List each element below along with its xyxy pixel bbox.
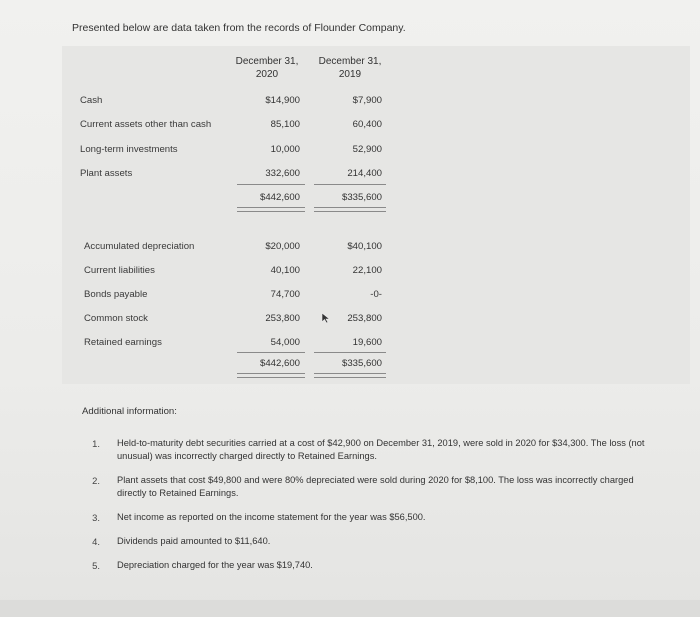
total-double-rule-2019-b — [314, 373, 386, 378]
note-number: 4. — [92, 536, 100, 547]
subtotal-rule-2020-b — [237, 352, 305, 353]
retained-earnings-2019: 19,600 — [352, 337, 382, 348]
mouse-cursor-icon — [321, 312, 331, 324]
row-label-plant-assets: Plant assets — [80, 168, 133, 179]
intro-text: Presented below are data taken from the records of Flounder Company. — [72, 22, 406, 34]
current-liabilities-2019: 22,100 — [352, 265, 382, 276]
row-label-common-stock: Common stock — [84, 313, 148, 324]
long-term-investments-2019: 52,900 — [352, 144, 382, 155]
total-assets-2020: $442,600 — [259, 192, 300, 203]
total-double-rule-2019 — [314, 207, 386, 212]
cash-2020: $14,900 — [265, 95, 300, 106]
row-label-long-term-investments: Long-term investments — [80, 144, 178, 155]
row-label-accumulated-depreciation: Accumulated depreciation — [84, 241, 195, 252]
row-label-cash: Cash — [80, 95, 103, 106]
common-stock-2020: 253,800 — [265, 313, 300, 324]
total-assets-2019: $335,600 — [341, 192, 382, 203]
bonds-payable-2020: 74,700 — [270, 289, 300, 300]
total-double-rule-2020-b — [237, 373, 305, 378]
row-label-bonds-payable: Bonds payable — [84, 289, 148, 300]
total-liabilities-2019: $335,600 — [341, 358, 382, 369]
note-text: Dividends paid amounted to $11,640. — [117, 536, 271, 546]
note-text: Held-to-maturity debt securities carried at a cost of $42,900 on December 31, 2019, were sold in 2020 for $34,300. The loss (not unusual) was incorrectly charged directly to Retained Earnings. — [117, 438, 645, 461]
note-text: Depreciation charged for the year was $19,740. — [117, 560, 313, 570]
current-liabilities-2020: 40,100 — [270, 265, 300, 276]
subtotal-rule-2020 — [237, 184, 305, 185]
total-liabilities-2020: $442,600 — [259, 358, 300, 369]
total-double-rule-2020 — [237, 207, 305, 212]
long-term-investments-2020: 10,000 — [270, 144, 300, 155]
common-stock-2019: 253,800 — [347, 313, 382, 324]
page-bottom-edge — [0, 600, 700, 617]
column-header-2020: December 31, 2020 — [235, 56, 299, 80]
note-text: Net income as reported on the income statement for the year was $56,500. — [117, 512, 426, 522]
additional-info-heading: Additional information: — [82, 406, 177, 417]
plant-assets-2020: 332,600 — [265, 168, 300, 179]
row-label-current-assets: Current assets other than cash — [80, 119, 212, 130]
plant-assets-2019: 214,400 — [347, 168, 382, 179]
cash-2019: $7,900 — [352, 95, 382, 106]
row-label-current-liabilities: Current liabilities — [84, 265, 155, 276]
accumulated-depreciation-2019: $40,100 — [347, 241, 382, 252]
column-header-2019: December 31, 2019 — [318, 56, 382, 80]
retained-earnings-2020: 54,000 — [270, 337, 300, 348]
note-number: 2. — [92, 475, 100, 486]
subtotal-rule-2019 — [314, 184, 386, 185]
note-number: 3. — [92, 512, 100, 523]
current-assets-2019: 60,400 — [352, 119, 382, 130]
note-text: Plant assets that cost $49,800 and were 80% depreciated were sold during 2020 for $8,100. The loss was incorrectly charged directly to Retained Earnings. — [117, 475, 634, 498]
accumulated-depreciation-2020: $20,000 — [265, 241, 300, 252]
subtotal-rule-2019-b — [314, 352, 386, 353]
note-number: 5. — [92, 560, 100, 571]
current-assets-2020: 85,100 — [270, 119, 300, 130]
bonds-payable-2019: -0- — [370, 289, 382, 300]
note-number: 1. — [92, 438, 100, 449]
row-label-retained-earnings: Retained earnings — [84, 337, 162, 348]
